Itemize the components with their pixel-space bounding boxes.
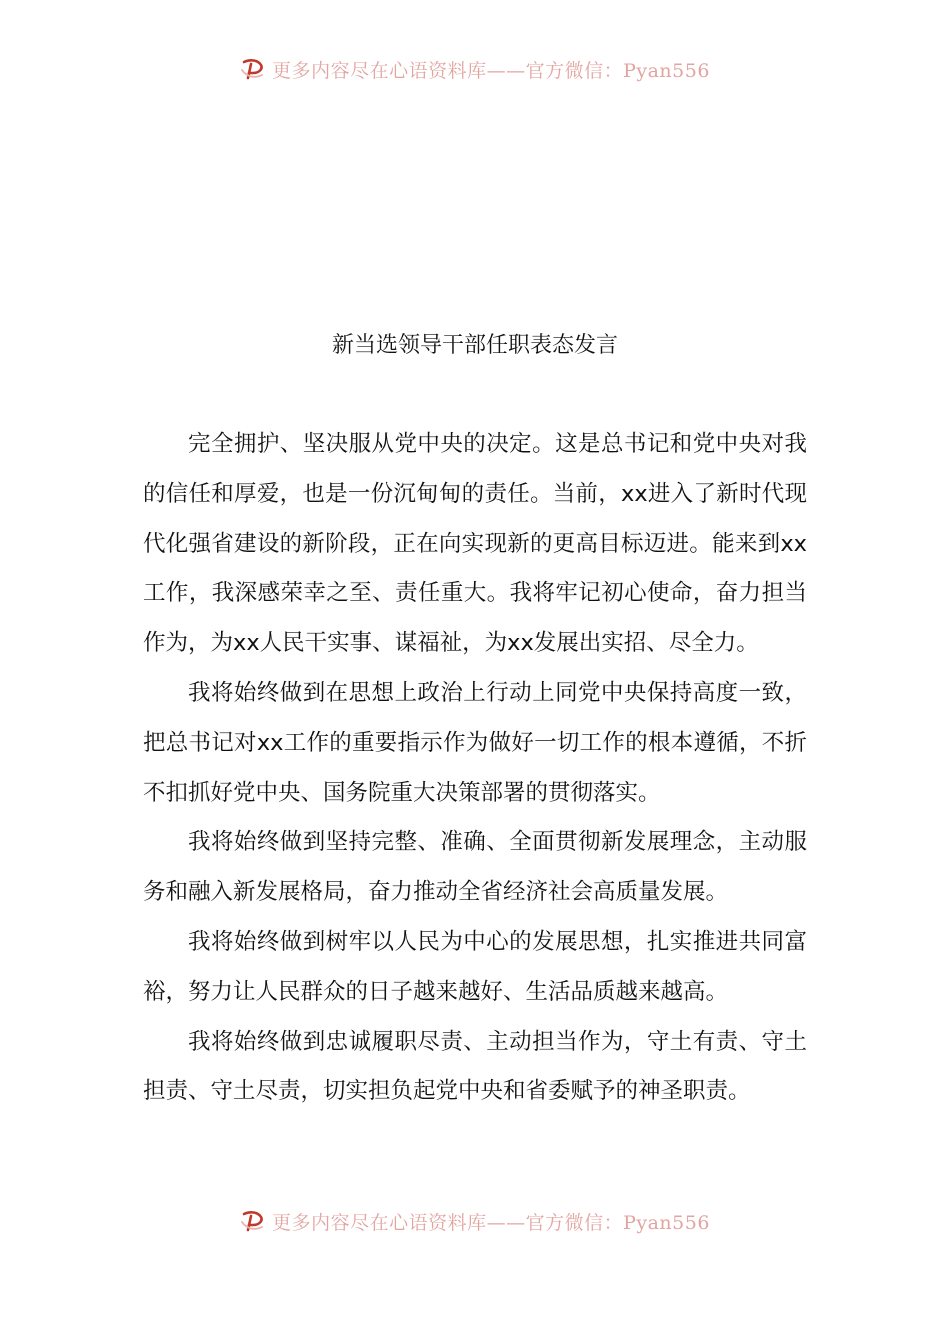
footer-watermark [0, 1208, 950, 1234]
page-title: 新当选领导干部任职表态发言 [331, 333, 618, 358]
paragraph: 我将始终做到在思想上政治上行动上同党中央保持高度一致，把总书记对xx工作的重要指示作为做好一切工作的根本遵循，不折不扣抓好党中央、国务院重大决策部署的贯彻落实。 [143, 679, 807, 806]
paragraph: 我将始终做到树牢以人民为中心的发展思想，扎实推进共同富裕，努力让人民群众的日子越来越好、生活品质越来越高。 [143, 928, 807, 1005]
paragraph: 完全拥护、坚决服从党中央的决定。这是总书记和党中央对我的信任和厚爱，也是一份沉甸甸的责任。当前，xx进入了新时代现代化强省建设的新阶段，正在向实现新的更高目标迈进。能来到xx工作，我深感荣幸之至、责任重大。我将牢记初心使命，奋力担当作为，为xx人民干实事、谋福祉，为xx发展出实招、尽全力。 [143, 431, 807, 657]
watermark-text: 更多内容尽在心语资料库——官方微信：Pyan556 [272, 59, 710, 82]
brand-logo-icon [240, 1210, 266, 1232]
watermark-text: 更多内容尽在心语资料库——官方微信：Pyan556 [272, 1211, 710, 1234]
brand-logo-icon [240, 58, 266, 80]
paragraph: 我将始终做到坚持完整、准确、全面贯彻新发展理念，主动服务和融入新发展格局，奋力推动全省经济社会高质量发展。 [143, 829, 807, 906]
document-body [143, 420, 807, 1117]
paragraph: 我将始终做到忠诚履职尽责、主动担当作为，守土有责、守土担责、守土尽责，切实担负起党中央和省委赋予的神圣职责。 [143, 1028, 807, 1105]
header-watermark [0, 56, 950, 82]
